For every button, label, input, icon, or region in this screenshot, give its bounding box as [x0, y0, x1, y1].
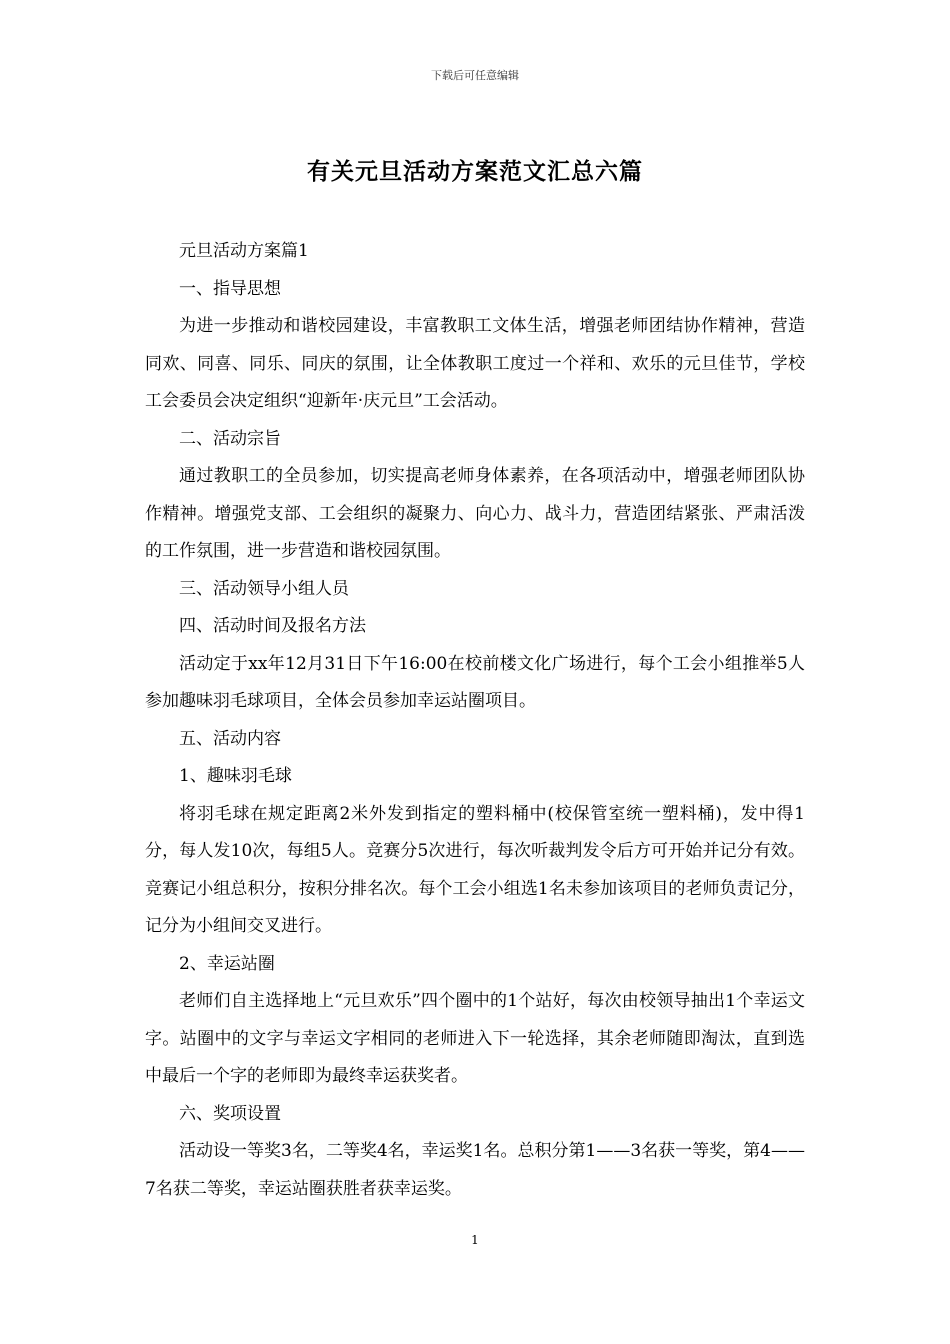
section-heading: 四、活动时间及报名方法	[179, 616, 366, 636]
page-header: 下载后可任意编辑	[431, 69, 519, 82]
body-paragraph: 通过教职工的全员参加，切实提高老师身体素养，在各项活动中，增强老师团队协作精神。增强党支部、工会组织的凝聚力、向心力、战斗力，营造团结紧张、严肃活泼的工作氛围，进一步营造和谐校园氛围。	[145, 466, 805, 561]
section-heading: 元旦活动方案篇1	[179, 241, 309, 261]
body-paragraph: 为进一步推动和谐校园建设，丰富教职工文体生活，增强老师团结协作精神，营造同欢、同喜、同乐、同庆的氛围，让全体教职工度过一个祥和、欢乐的元旦佳节，学校工会委员会决定组织“迎新年·庆元旦”工会活动。	[145, 316, 805, 411]
page-number: 1	[471, 1233, 479, 1247]
section-heading: 三、活动领导小组人员	[179, 578, 349, 599]
section-heading: 二、活动宗旨	[179, 428, 281, 449]
body-paragraph: 老师们自主选择地上“元旦欢乐”四个圈中的1个站好，每次由校领导抽出1个幸运文字。站圈中的文字与幸运文字相同的老师进入下一轮选择，其余老师随即淘汰，直到选中最后一个字的老师即为最终幸运获奖者。	[145, 991, 805, 1086]
document-title: 有关元旦活动方案范文汇总六篇	[307, 158, 643, 185]
body-paragraph: 活动设一等奖3名，二等奖4名，幸运奖1名。总积分第1——3名获一等奖，第4——7名获二等奖，幸运站圈获胜者获幸运奖。	[145, 1141, 805, 1199]
section-heading: 五、活动内容	[179, 728, 281, 749]
body-paragraph: 将羽毛球在规定距离2米外发到指定的塑料桶中(校保管室统一塑料桶)，发中得1分，每人发10次，每组5人。竞赛分5次进行，每次听裁判发令后方可开始并记分有效。竞赛记小组总积分，按积分排名次。每个工会小组选1名未参加该项目的老师负责记分，记分为小组间交叉进行。	[145, 803, 805, 936]
section-heading: 一、指导思想	[179, 278, 281, 299]
document-body	[145, 233, 805, 1208]
section-heading: 六、奖项设置	[179, 1103, 281, 1124]
body-paragraph: 活动定于xx年12月31日下午16:00在校前楼文化广场进行，每个工会小组推举5人参加趣味羽毛球项目，全体会员参加幸运站圈项目。	[145, 653, 805, 711]
subsection-heading: 1、趣味羽毛球	[179, 766, 292, 786]
subsection-heading: 2、幸运站圈	[179, 953, 275, 974]
